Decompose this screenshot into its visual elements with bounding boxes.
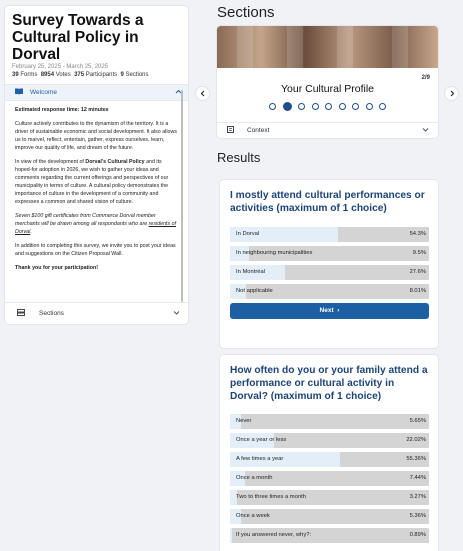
section-pagination-dots <box>217 103 438 111</box>
response-time: Estimated response time: 12 minutes <box>15 107 109 113</box>
answer-percent: 8.01% <box>409 288 426 294</box>
welcome-paragraph-1: Culture actively contributes to the dynamism of the territory. It is a driver of sustainable economic and social development. It also allows us to marvel, reflect, entertain, gather, express ourselves, learn, improve our quality of life, and dream of the future. <box>15 121 177 151</box>
answer-label: Not applicable <box>236 288 273 294</box>
answer-label: Once a year or less <box>236 437 287 443</box>
list-icon <box>17 309 27 318</box>
answer-label: In neighbouring municipalities <box>236 250 313 256</box>
section-carousel-card <box>217 26 438 138</box>
pagination-dot[interactable] <box>283 102 292 111</box>
answer-label: If you answered never, why?: <box>236 532 312 538</box>
answer-percent: 27.6% <box>409 269 426 275</box>
answer-percent: 7.44% <box>409 475 426 481</box>
chevron-right-icon: › <box>335 307 340 314</box>
forms-count: 39 <box>12 72 19 78</box>
answer-percent: 0.89% <box>409 532 426 538</box>
answer-options <box>230 414 429 543</box>
next-label: Next <box>319 307 334 314</box>
answer-option[interactable] <box>230 433 429 448</box>
welcome-content <box>5 101 188 316</box>
welcome-label: Welcome <box>30 89 57 96</box>
context-accordion-header[interactable] <box>217 122 438 138</box>
answer-percent: 3.27% <box>409 494 426 500</box>
sections-accordion-header[interactable] <box>5 302 188 324</box>
next-button[interactable] <box>230 303 429 319</box>
answer-option[interactable] <box>230 528 429 543</box>
answer-percent: 5.36% <box>409 513 426 519</box>
answer-percent: 9.5% <box>412 250 426 256</box>
pagination-dot[interactable] <box>379 103 386 110</box>
answer-label: Once a month <box>236 475 273 481</box>
answer-option[interactable] <box>230 227 429 242</box>
survey-stats <box>5 70 188 78</box>
chevron-down-icon <box>173 310 180 317</box>
pagination-dot[interactable] <box>352 103 359 110</box>
answer-option[interactable] <box>230 490 429 505</box>
answer-percent: 54.3% <box>409 231 426 237</box>
sections-count-label: Sections <box>125 72 149 78</box>
survey-title: Survey Towards a Cultural Policy in Dorval <box>12 12 144 63</box>
context-label: Context <box>247 127 270 134</box>
forms-label: Forms <box>20 72 38 78</box>
welcome-thanks: Thank you for your participation! <box>15 265 98 271</box>
answer-percent: 55.36% <box>406 456 426 462</box>
sections-count: 9 <box>120 72 124 78</box>
welcome-scrollbar[interactable] <box>181 90 183 302</box>
pagination-dot[interactable] <box>366 103 373 110</box>
answer-option[interactable] <box>230 452 429 467</box>
pagination-dot[interactable] <box>339 103 346 110</box>
answer-label: In Montréal <box>236 269 265 275</box>
chevron-left-icon <box>200 89 206 98</box>
survey-info-panel <box>5 6 188 324</box>
pagination-dot[interactable] <box>298 103 305 110</box>
answer-percent: 5.65% <box>409 418 426 424</box>
answer-option[interactable] <box>230 246 429 261</box>
results-heading: Results <box>217 150 261 165</box>
section-banner-image <box>217 26 438 68</box>
sections-heading: Sections <box>217 4 275 21</box>
sections-label: Sections <box>39 310 64 317</box>
welcome-paragraph-4: In addition to completing this survey, we invite you to post your ideas and suggestions on the Citizen Proposal Wall. <box>15 243 176 257</box>
question-title: I mostly attend cultural performances or activities (maximum of 1 choice) <box>230 190 425 214</box>
answer-label: Never <box>236 418 252 424</box>
chevron-down-icon <box>422 127 429 134</box>
previous-section-button[interactable] <box>196 87 209 100</box>
welcome-accordion-header[interactable] <box>5 84 188 101</box>
participants-label: Participants <box>85 72 118 78</box>
answer-label: Two to three times a month <box>236 494 306 500</box>
pagination-dot[interactable] <box>325 103 332 110</box>
pagination-dot[interactable] <box>312 103 319 110</box>
welcome-paragraph-2: In view of the development of Dorval's Cultural Policy and its hoped-for adoption in 2026, we wish to gather your ideas and comments regarding the current offerings and perspectives of our municipality in terms of culture. A cultural policy demonstrates the importance of culture in the development of a community and expresses a common and shared vision of culture. <box>15 159 169 205</box>
question-card-2 <box>220 355 438 551</box>
chevron-right-icon <box>449 89 455 98</box>
answer-option[interactable] <box>230 284 429 299</box>
answer-label: In Dorval <box>236 231 260 237</box>
survey-dates: February 25, 2025 - March 25, 2025 <box>12 64 109 70</box>
answer-label: A few times a year <box>236 456 284 462</box>
answer-label: Once a week <box>236 513 270 519</box>
question-card-1 <box>220 180 438 348</box>
answer-option[interactable] <box>230 471 429 486</box>
votes-count: 8954 <box>40 72 55 78</box>
answer-option[interactable] <box>230 265 429 280</box>
participants-count: 375 <box>74 72 85 78</box>
residents-link[interactable]: residents of Dorval <box>15 221 177 235</box>
question-title: How often do you or your family attend a performance or cultural activity in Dorval? (maximum of 1 choice) <box>230 365 428 402</box>
section-title: Your Cultural Profile <box>281 83 374 95</box>
answer-options <box>230 227 429 299</box>
answer-option[interactable] <box>230 414 429 429</box>
pagination-dot[interactable] <box>269 103 276 110</box>
answer-option[interactable] <box>230 509 429 524</box>
votes-label: Votes <box>55 72 71 78</box>
book-icon <box>15 88 24 97</box>
next-section-button[interactable] <box>445 87 458 100</box>
welcome-paragraph-3: Seven $100 gift certificates from Commerce Dorval member merchants will be drawn among all respondants who are residents of Dorval. <box>15 213 177 235</box>
section-page-indicator: 2/9 <box>421 75 430 81</box>
answer-percent: 22.02% <box>406 437 426 443</box>
answer-percent-bar <box>230 528 232 543</box>
document-icon <box>227 126 237 135</box>
